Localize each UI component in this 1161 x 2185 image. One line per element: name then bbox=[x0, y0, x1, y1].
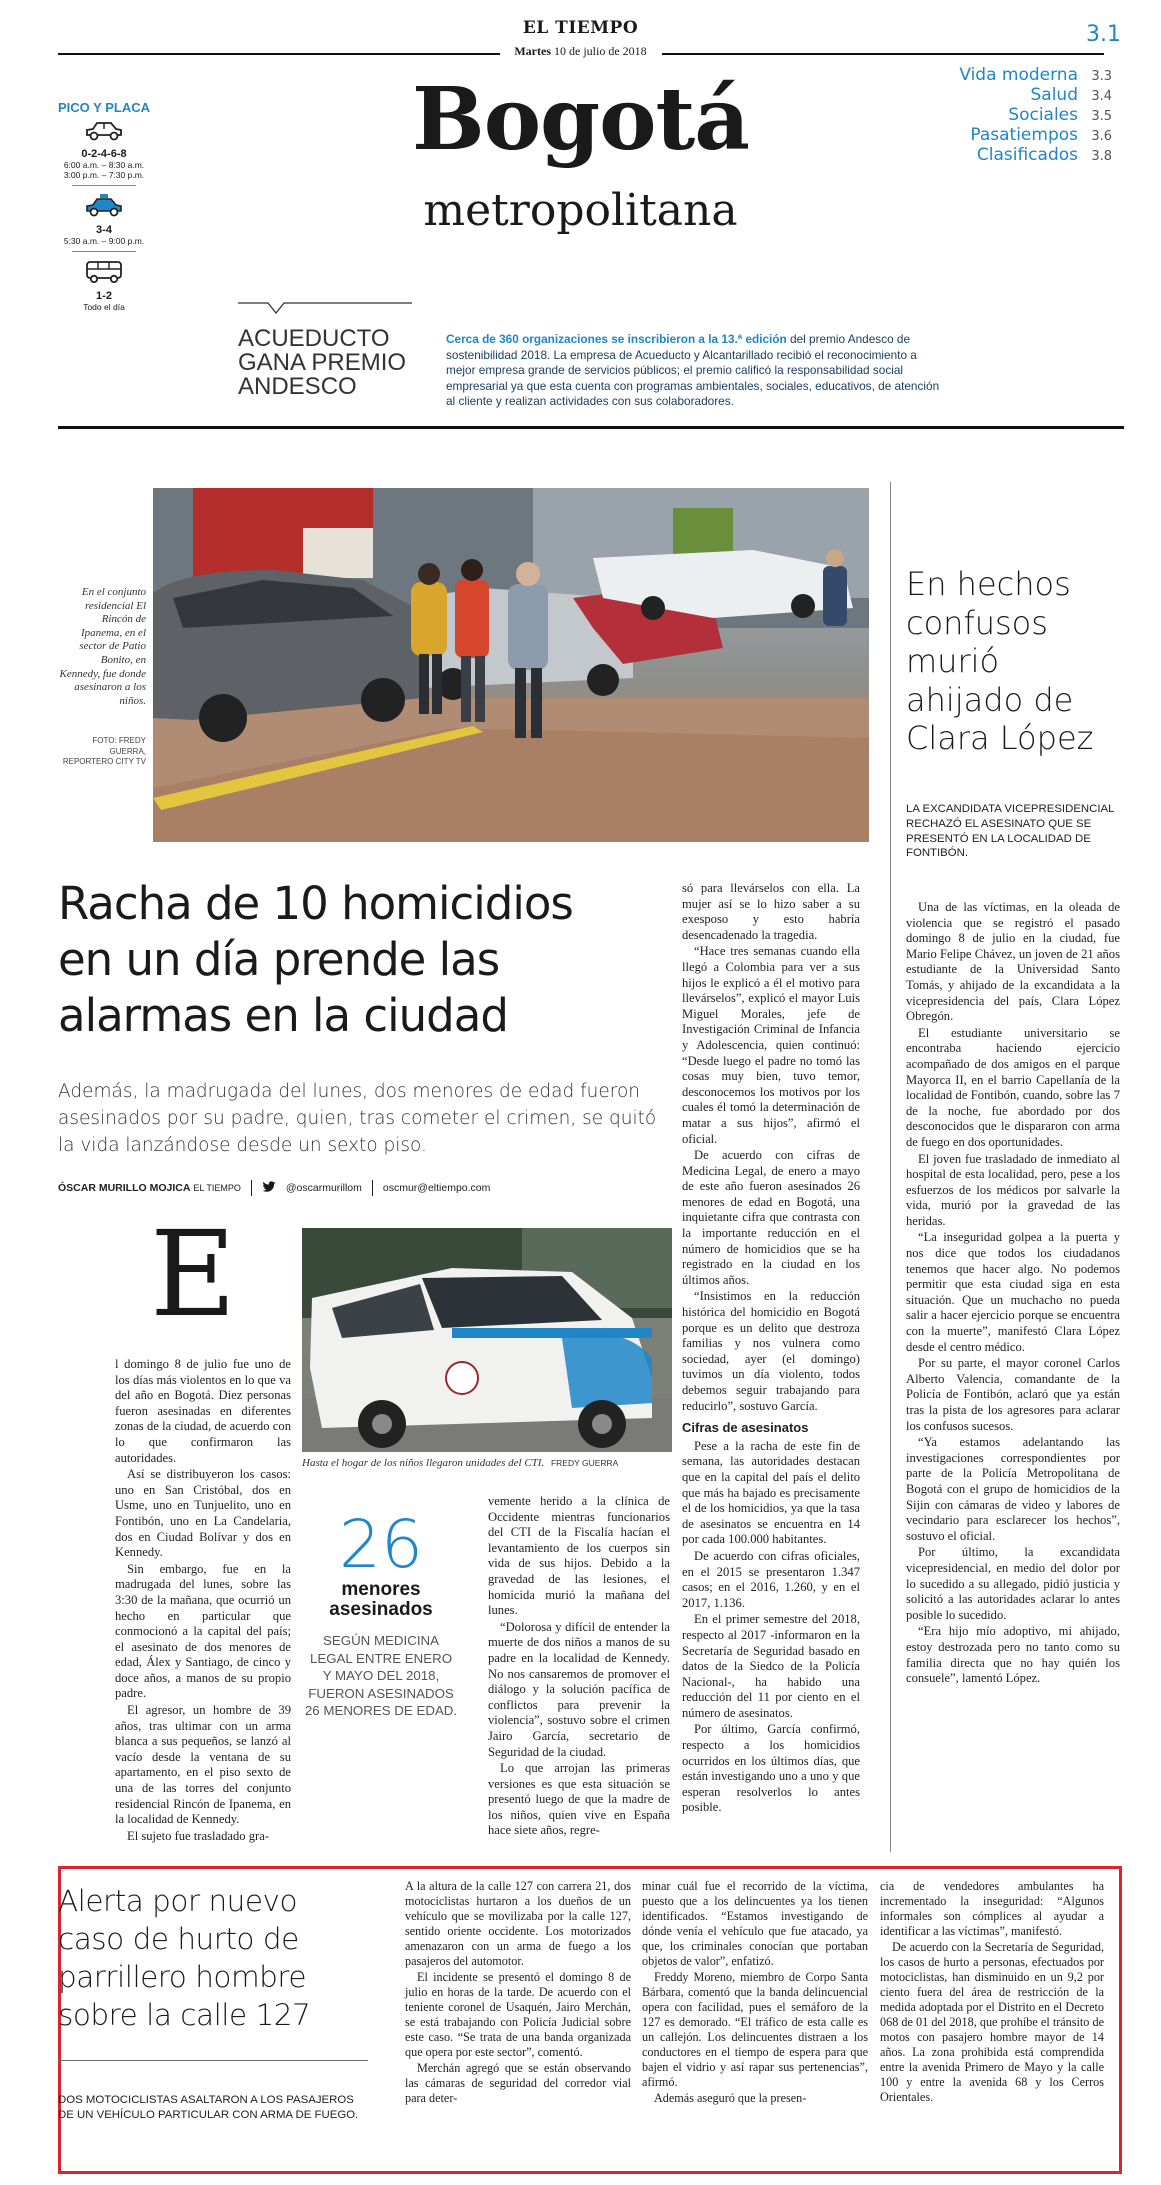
box-deck-rule bbox=[58, 2060, 368, 2061]
pico-placa-title: PICO Y PLACA bbox=[58, 100, 150, 115]
side-headline: En hechos confusos murió ahijado de Clara López bbox=[906, 565, 1094, 757]
masthead-bottom-rule bbox=[58, 426, 1124, 429]
car-digits: 0-2-4-6-8 bbox=[81, 148, 127, 160]
taxi-hours: 5:30 a.m. – 9:00 p.m. bbox=[63, 236, 145, 246]
cti-photo-caption: Hasta el hogar de los niños llegaron unidades del CTI. FREDY GUERRA bbox=[302, 1457, 619, 1469]
main-headline: Racha de 10 homicidios en un día prende las alarmas en la ciudad bbox=[58, 877, 573, 1042]
page-number: 3.1 bbox=[1086, 22, 1121, 47]
newspaper-name: EL TIEMPO bbox=[522, 18, 639, 38]
section-link-vida-moderna[interactable]: Vida moderna 3.3 bbox=[959, 65, 1112, 85]
cti-vehicle-photo bbox=[302, 1228, 672, 1452]
divider bbox=[251, 1180, 252, 1196]
box-deck: DOS MOTOCICLISTAS ASALTARON A LOS PASAJEROS DE UN VEHÍCULO PARTICULAR CON ARMA DE FUEGO. bbox=[58, 2094, 359, 2121]
taxi-digits: 3-4 bbox=[96, 224, 112, 236]
main-story-col1: l domingo 8 de julio fue uno de los días más violentos en lo que va del año en Bogotá. Diez personas fueron asesinadas en diferentes zonas de la ciudad, de acuerdo con lo que confirmaron las autoridades. Así se distribuyeron los casos: uno en San Cristóbal, dos en Usme, uno en Tunjuelito, uno en Fontibón, uno en La Candelaria, dos en Ciudad Bolívar y dos en Kennedy. Sin embargo, fue en la madrugada del lunes, sobre las 3:30 de la mañana, que ocurrió un hecho en particular que conmocionó a la capital del país; el asesinato de dos menores de edad, Álex y Santiago, de cinco y doce años, a manos de su propio padre. El agresor, un hombre de 39 años, tras ultimar con un arma blanca a sus pequeños, se lanzó al vacío desde la ventana de su apartamento, en el piso sexto de una de las torres del conjunto residencial Rincón de Ipanema, en la localidad de Kennedy. El sujeto fue trasladado gra- bbox=[115, 1357, 291, 1843]
box-story-col3: cia de vendedores ambulantes ha incrementado la inseguridad: “Algunos informales son cómplices al ayudar a identificar a las víctimas”, manifestó. De acuerdo con la Secretaría de Seguridad, los casos de hurto a personas, efectuados por motociclistas, han disminuido en un 9,2 por ciento fuera del área de restricción de la medida adoptada por el Distrito en el Decreto 068 de 01 del 2018, que prohíbe el tránsito de motos con pasajero hombre mayor de 14 años. La zona prohibida está comprendida entre la avenida Primero de Mayo y la calle 100 y entre la avenida 68 y los Cerros Orientales. bbox=[880, 1879, 1104, 2104]
section-subtitle: metropolitana bbox=[423, 185, 738, 236]
brief-text: Cerca de 360 organizaciones se inscribieron a la 13.ª edición del premio Andesco de sostenibilidad 2018. La empresa de Acueducto y Alcantarillado recibió el reconocimiento a mejor empresa grande de servicios públicos; el premio calificó la responsabilidad social empresarial ya que esta cuenta con programas ambientales, sociales, educativos, de atención al cliente y realizan actividades con sus colaboradores. bbox=[446, 332, 940, 409]
bus-icon bbox=[54, 257, 154, 290]
byline-outlet: EL TIEMPO bbox=[193, 1183, 241, 1193]
section-link-clasificados[interactable]: Clasificados 3.8 bbox=[976, 145, 1112, 165]
brief-arrow bbox=[238, 300, 412, 314]
stat-number: 26 bbox=[339, 1506, 423, 1583]
stat-label: menores asesinados bbox=[329, 1579, 433, 1620]
cti-photo-credit: FREDY GUERRA bbox=[550, 1458, 619, 1468]
issue-date: Martes 10 de julio de 2018 bbox=[514, 44, 647, 58]
sections-index bbox=[880, 66, 1112, 166]
byline-author: ÓSCAR MURILLO MOJICA bbox=[58, 1182, 191, 1194]
twitter-icon bbox=[262, 1181, 276, 1196]
section-title: Bogotá bbox=[412, 69, 749, 170]
stat-box bbox=[304, 1506, 458, 1720]
car-icon bbox=[54, 115, 154, 148]
car-hours-2: 3:00 p.m. – 7:30 p.m. bbox=[63, 170, 145, 180]
car-hours-1: 6:00 a.m. – 8:30 a.m. bbox=[63, 160, 145, 170]
divider bbox=[72, 251, 136, 252]
column-divider bbox=[890, 482, 891, 1852]
side-deck: LA EXCANDIDATA VICEPRESIDENCIAL RECHAZÓ EL ASESINATO QUE SE PRESENTÓ EN LA LOCALIDAD DE FONTIBÓN. bbox=[906, 803, 1115, 860]
section-link-pasatiempos[interactable]: Pasatiempos 3.6 bbox=[970, 125, 1112, 145]
box-headline: Alerta por nuevo caso de hurto de parrillero hombre sobre la calle 127 bbox=[58, 1884, 311, 2032]
side-story-body: Una de las víctimas, en la oleada de violencia que se registró el pasado domingo 8 de julio en la ciudad, fue Mario Felipe Chávez, un joven de 21 años estudiante de la Universidad Santo Tomás, y ahijado de la excandidata a la vicepresidencia del país, Clara López Obregón. El estudiante universitario se encontraba haciendo ejercicio acompañado de dos amigos en el parque Mayorca II, en el barrio Capellanía de la localidad de Fontibón, cuando, sobre las 7 de la noche, fue abordado por dos desconocidos que le dispararon con arma de fuego en dos oportunidades. El joven fue trasladado de inmediato al hospital de esta localidad, pero, pese a los esfuerzos de los médicos por salvarle la vida, murió por la gravedad de las heridas. “La inseguridad golpea a la puerta y nos dice que todos los ciudadanos tenemos que hacer algo. No podemos permitir que esta ciudad siga en esta situación. Que un muchacho no pueda salir a hacer ejercicio porque se encuentra con la muerte”, manifestó Clara López desde el centro médico. Por su parte, el mayor coronel Carlos Alberto Valencia, comandante de la Policía de Fontibón, aclaró que ya están tras la pista de los agresores para aclarar los confusos sucesos. “Ya estamos adelantando las investigaciones correspondientes por parte de la Policía Metropolitana de Bogotá con el grupo de homicidios de la Sijin con cámaras de video y labores de vecindario para esclarecer los hechos”, sostuvo el oficial. Por último, la excandidata vicepresidencial, en medio del dolor por lo sucedido a su allegado, pidió justicia y solicitó a las autoridades aclarar lo antes posible lo sucedido. “Era hijo mío adoptivo, mi ahijado, estoy destrozada pero no tanto como su familia directa que no hay quién los consuele”, lamentó López. bbox=[906, 900, 1120, 1686]
brief-title: ACUEDUCTO GANA PREMIO ANDESCO bbox=[238, 325, 407, 400]
stat-text: SEGÚN MEDICINA LEGAL ENTRE ENERO Y MAYO DEL 2018, FUERON ASESINADOS 26 MENORES DE EDAD. bbox=[304, 1633, 458, 1719]
bus-digits: 1-2 bbox=[96, 290, 112, 302]
divider bbox=[372, 1180, 373, 1196]
byline-twitter[interactable]: @oscarmurillom bbox=[285, 1182, 362, 1194]
top-rule-left bbox=[58, 53, 500, 55]
col3-subhead: Cifras de asesinatos bbox=[682, 1420, 809, 1436]
box-story-col1: A la altura de la calle 127 con carrera 21, dos motociclistas hurtaron a los dueños de un vehículo que se movilizaba por la calle 127, sentido oriente occidente. Los motorizados amenazaron con un arma de fuego a los pasajeros del automotor. El incidente se presentó el domingo 8 de julio en horas de la tarde. De acuerdo con el teniente coronel de Usaquén, Jairo Merchán, se está trabajando con Policía Judicial sobre este caso. “Se trata de una banda organizada que opera por este sector”, comentó. Merchán agregó que se están observando las cámaras de seguridad del corredor vial para deter- bbox=[405, 1879, 631, 2105]
section-link-salud[interactable]: Salud 3.4 bbox=[1030, 85, 1112, 105]
main-story-col3: só para llevárselos con ella. La mujer así se lo hizo saber a su exesposo y esto habría desencadenado la tragedia. “Hace tres semanas cuando ella llegó a Colombia para ver a sus hijos le explicó a él el motivo para llevárselos”, explicó el mayor Luis Miguel Morales, jefe de Investigación Criminal de Infancia y Adolescencia, quien continuó: “Desde luego el padre no tomó las cosas muy bien, tuvo temor, desconocemos los motivos por los cuales él tomó la determinación de matar a sus hijos”, afirmó el oficial. De acuerdo con cifras de Medicina Legal, de enero a mayo de este año fueron asesinados 26 menores de edad en Bogotá, una inquietante cifra que contrasta con la importante reducción en el número de homicidios que se ha registrado en la ciudad en los últimos años. “Insistimos en la reducción histórica del homicidio en Bogotá porque es un delito que destroza familias y nos vulnera como sociedad, ayer (el domingo) tuvimos un día violento, todos debemos seguir trabajando para reducirlo”, sostuvo García. Cifras de asesinatos Pese a la racha de este fin de semana, las autoridades destacan que en la capital del país el delito que más ha bajado es precisamente el de los homicidios, ya que la tasa de asesinatos se encuentra en 14 por cada 100.000 habitantes. De acuerdo con cifras oficiales, en el 2015 se presentaron 1.347 casos; en el 2016, 1.260, y en el 2017, 1.136. En el primer semestre del 2018, respecto al 2017 -informaron en la Secretaría de Seguridad basado en datos de la Siedco de la Policía Nacional-, ha habido una reducción del 11 por ciento en el número de asesinatos. Por último, García confirmó, respecto a los homicidios ocurridos en los últimos días, que están investigando uno a uno y que esperan resolverlos lo antes posible. bbox=[682, 881, 860, 1815]
section-link-sociales[interactable]: Sociales 3.5 bbox=[1008, 105, 1112, 125]
main-deck: Además, la madrugada del lunes, dos menores de edad fueron asesinados por su padre, quien, tras cometer el crimen, se quitó la vida lanzándose desde un sexto piso. bbox=[58, 1081, 657, 1156]
byline-email[interactable]: oscmur@eltiempo.com bbox=[382, 1182, 491, 1194]
taxi-icon bbox=[54, 191, 154, 224]
main-photo-credit: FOTO: FREDY GUERRA, REPORTERO CITY TV bbox=[62, 736, 146, 766]
bus-hours: Todo el día bbox=[83, 302, 125, 312]
main-photo-caption: En el conjunto residencial El Rincón de Ipanema, en el sector de Patio Bonito, en Kennedy, fue donde asesinaron a los niños. bbox=[59, 586, 146, 707]
main-byline bbox=[58, 1180, 678, 1196]
main-story-col2: vemente herido a la clínica de Occidente mientras funcionarios del CTI de la Fiscalía hacían el levantamiento de los cuerpos sin vida de sus hijos. Debido a la gravedad de las lesiones, el homicida murió la mañana del lunes. “Dolorosa y difícil de entender la muerte de dos niños a manos de su padre en la localidad de Kennedy. No nos cansaremos de promover el diálogo y la solución pacífica de conflictos para prevenir la violencia”, sostuvo sobre el crimen Jairo García, secretario de Seguridad de la ciudad. Lo que arrojan las primeras versiones es que esta situación se presentó luego de que la madre de los niños, quien vive en España hace siete años, regre- bbox=[488, 1494, 670, 1838]
divider bbox=[72, 185, 136, 186]
main-photo bbox=[153, 488, 869, 842]
pico-placa-panel bbox=[54, 100, 154, 312]
drop-cap: E bbox=[150, 1205, 237, 1343]
box-story-col2: minar cuál fue el recorrido de la víctima, puesto que a los delincuentes ya los tienen identificados. “Estamos investigando de dónde venía el vehículo que fue atacado, ya que, los criminales conocían que portaban objetos de valor”, enfatizó. Freddy Moreno, miembro de Corpo Santa Bárbara, comentó que la banda delincuencial opera con facilidad, pues el semáforo de la 127 es demorado. “El tráfico de esta calle es un callejón. Los delincuentes distraen a los conductores en el tiempo de espera para que bajen el vidrio y así rapar sus pertenencias”, afirmó. Además aseguró que la presen- bbox=[642, 1879, 868, 2105]
top-rule-right bbox=[662, 53, 1104, 55]
